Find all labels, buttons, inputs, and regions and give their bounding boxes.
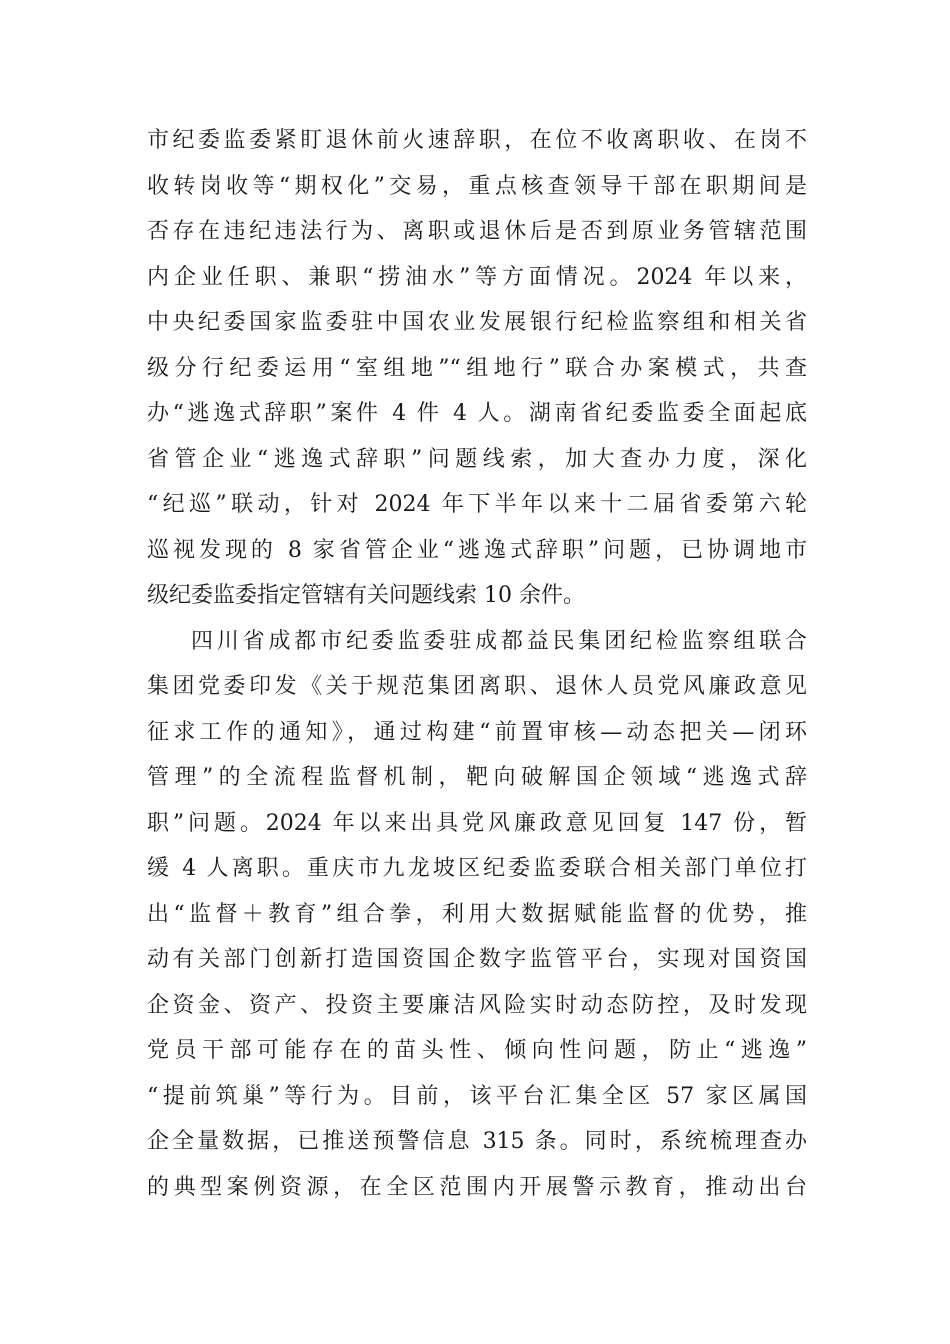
paragraph-2 xyxy=(147,619,807,1211)
text-line: 级纪委监委指定管辖有关问题线索 10 余件。 xyxy=(147,583,585,608)
text-line: 市纪委监委紧盯退休前火速辞职，在位不收离职收、在岗不 xyxy=(147,128,807,153)
text-line: 中央纪委国家监委驻中国农业发展银行纪检监察组和相关省 xyxy=(147,310,807,335)
text-line: 企全量数据，已推送预警信息 315 条。同时，系统梳理查办 xyxy=(147,1129,807,1154)
text-line: 级分行纪委运用“室组地”“组地行”联合办案模式，共查 xyxy=(147,355,807,381)
text-line: 职”问题。2024 年以来出具党风廉政意见回复 147 份，暂 xyxy=(147,810,807,836)
text-line: 征求工作的通知》，通过构建“前置审核—动态把关—闭环 xyxy=(147,719,807,745)
text-line: “提前筑巢”等行为。目前，该平台汇集全区 57 家区属国 xyxy=(147,1083,807,1109)
paragraph-1 xyxy=(147,118,807,619)
text-line: 党员干部可能存在的苗头性、倾向性问题，防止“逃逸” xyxy=(147,1038,807,1063)
text-line: 集团党委印发《关于规范集团离职、退休人员党风廉政意见 xyxy=(147,674,807,699)
text-line: 办“逃逸式辞职”案件 4 件 4 人。湖南省纪委监委全面起底 xyxy=(147,401,807,426)
document-body xyxy=(147,118,807,1210)
text-line: 出“监督＋教育”组合拳，利用大数据赋能监督的优势，推 xyxy=(147,901,807,927)
text-line: 收转岗收等“期权化”交易，重点核查领导干部在职期间是 xyxy=(147,173,807,199)
text-line: 企资金、资产、投资主要廉洁风险实时动态防控，及时发现 xyxy=(147,992,807,1018)
text-line: 管理”的全流程监督机制，靶向破解国企领域“逃逸式辞 xyxy=(147,765,807,790)
text-line: “纪巡”联动，针对 2024 年下半年以来十二届省委第六轮 xyxy=(147,492,807,517)
text-line: 的典型案例资源，在全区范围内开展警示教育，推动出台 xyxy=(147,1174,807,1200)
text-line: 缓 4 人离职。重庆市九龙坡区纪委监委联合相关部门单位打 xyxy=(147,856,807,881)
text-line: 内企业任职、兼职“捞油水”等方面情况。2024 年以来， xyxy=(147,264,807,290)
text-line: 否存在违纪违法行为、离职或退休后是否到原业务管辖范围 xyxy=(147,219,807,244)
text-line: 巡视发现的 8 家省管企业“逃逸式辞职”问题，已协调地市 xyxy=(147,537,807,563)
text-line: 动有关部门创新打造国资国企数字监管平台，实现对国资国 xyxy=(147,947,807,972)
text-line: 四川省成都市纪委监委驻成都益民集团纪检监察组联合 xyxy=(191,628,807,654)
text-line: 省管企业“逃逸式辞职”问题线索，加大查办力度，深化 xyxy=(147,446,807,472)
